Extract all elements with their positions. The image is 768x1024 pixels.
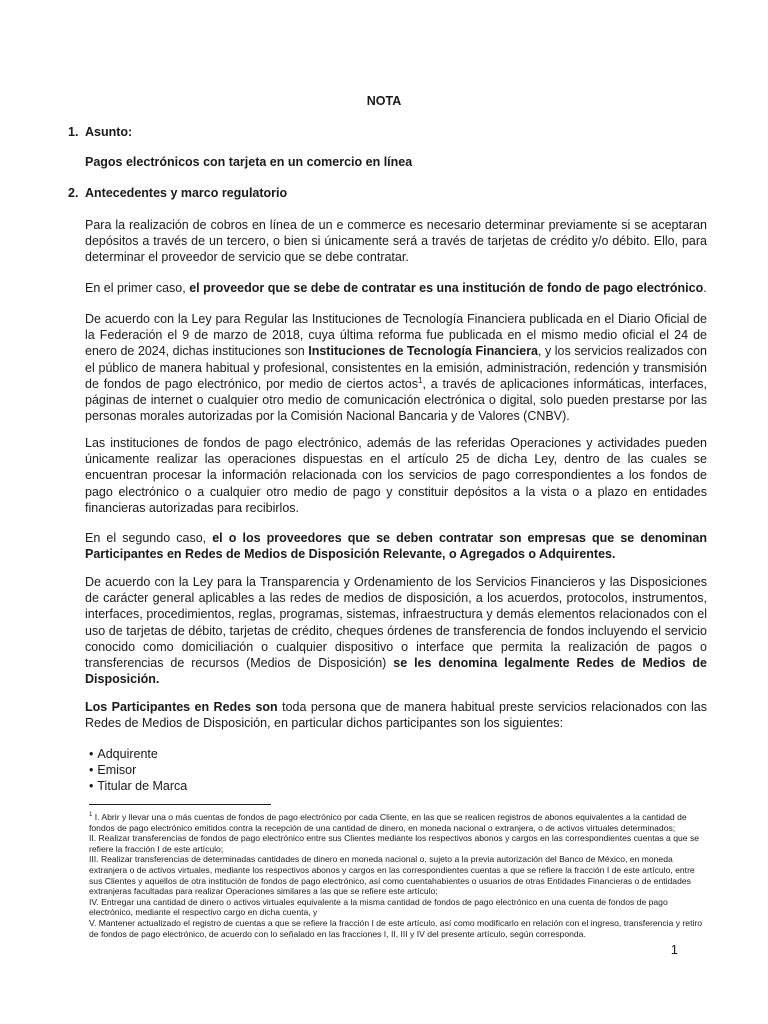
section-heading-text: Antecedentes y marco regulatorio — [85, 186, 288, 200]
paragraph-participants — [85, 699, 707, 731]
section-number: 2. — [68, 186, 79, 200]
section-number: 1. — [68, 125, 79, 139]
footnote-line — [89, 812, 709, 833]
footnote-line: II. Realizar transferencias de fondos de pago electrónico entre sus Clientes mediante los respectivos abonos y cargos en las correspondientes cuentas a que se refiere la fracción I de este artículo; — [89, 833, 700, 854]
text-run: , y los servicios realizados con el público de manera habitual y profesional, consistentes en la emisión, administración, redención y transmisión de fondos de pago electrónico, por medio de ciertos actos — [85, 344, 707, 391]
text-run: . — [703, 281, 707, 295]
list-item: • Titular de Marca — [89, 778, 187, 794]
footnote-divider — [89, 804, 271, 805]
paragraph-operations: Las instituciones de fondos de pago electrónico, además de las referidas Operaciones y actividades pueden únicamente realizar las operaciones dispuestas en el artículo 25 de dicha Ley, dentro de las cuales se encuentran procesar la información relacionada con los servicios de pago correspondientes a los fondos de pago electrónico o a cualquier otro medio de pago y constituir depósitos a la vista o a plazo en entidades financieras autorizadas para recibirlos. — [85, 436, 707, 515]
section-heading-1 — [68, 125, 132, 139]
section-heading-text: Asunto: — [85, 125, 133, 139]
list-item: • Emisor — [89, 762, 187, 778]
text-run: toda persona que de manera habitual preste servicios relacionados con las Redes de Medios de Disposición, en particular dichos participantes son los siguientes: — [85, 700, 707, 731]
subject-line: Pagos electrónicos con tarjeta en un comercio en línea — [85, 155, 413, 169]
text-run: , a través de aplicaciones informáticas, interfaces, páginas de internet o cualquier otro medio de comunicación electrónica o digital, solo pueden prestarse por las personas morales autorizadas por la Comisión Nacional Bancaria y de Valores (CNBV). — [85, 376, 707, 424]
paragraph-transparency-law — [85, 574, 707, 687]
footnote-line: IV. Entregar una cantidad de dinero o activos virtuales equivalente a la misma cantidad de fondos de pago electrónico en una cuenta de fondos de pago electrónico, mediante el respectivo cargo en dicha cuenta, y — [89, 896, 668, 918]
footnote-line: III. Realizar transferencias de determinadas cantidades de dinero en moneda nacional o, sujeto a la previa autorización del Banco de México, en moneda extranjera o de activos virtuales, mediante los respectivos abonos y cargos en las correspondientes cuentas a que se refiere la fracción I de este artículo, entre sus Clientes y aquellos de otra institución de fondos de pago electrónico, así como cuentahabientes o usuarios de otras Entidades Financieras o de entidades extranjeras facultadas para realizar Operaciones similares a las que se refiere este artículo; — [89, 854, 695, 897]
text-run: En el segundo caso, — [85, 531, 213, 545]
page-title: NOTA — [366, 94, 402, 108]
text-run: En el primer caso, — [85, 281, 190, 295]
page-number: 1 — [670, 942, 678, 957]
emphasis-text: Los Participantes en Redes son — [85, 700, 278, 714]
list-item: • Adquirente — [89, 746, 187, 762]
paragraph-fintech-law — [85, 311, 707, 424]
footnote — [89, 812, 709, 939]
section-heading-2 — [68, 186, 287, 200]
paragraph-first-case — [85, 280, 707, 296]
paragraph-second-case — [85, 530, 707, 562]
emphasis-text: el proveedor que se debe de contratar es una institución de fondo de pago electrónico — [189, 281, 704, 295]
emphasis-text: el o los proveedores que se deben contratar son empresas que se denominan Participantes en Redes de Medios de Disposición Relevante, o Agregados o Adquirentes. — [85, 531, 708, 562]
emphasis-text: Instituciones de Tecnología Financiera — [308, 344, 539, 359]
footnote-reference: 1 — [418, 375, 423, 385]
emphasis-text: se les denomina legalmente Redes de Medios de Disposición. — [85, 656, 707, 687]
participants-list — [89, 746, 187, 794]
text-run: De acuerdo con la Ley para Regular las Instituciones de Tecnología Financiera publicada en el Diario Oficial de la Federación el 9 de marzo de 2018, cuya última reforma fue publicada en el mismo medio oficial el 24 de enero de 2024, dichas instituciones son — [85, 312, 707, 359]
footnote-line: V. Mantener actualizado el registro de cuentas a que se refiere la fracción I de este artículo, así como modificarlo en relación con el ingreso, transferencia y retiro de fondos de pago electrónico, de acuerdo con lo señalado en las fracciones I, II, III y IV del presente artículo, según corresponda. — [89, 917, 703, 939]
paragraph-intro: Para la realización de cobros en línea de un e commerce es necesario determinar previamente si se aceptaran depósitos a través de un tercero, o bien si únicamente será a través de tarjetas de crédito y/o débito. Ello, para determinar el proveedor de servicio que se debe contratar. — [85, 218, 707, 265]
text-run: De acuerdo con la Ley para la Transparencia y Ordenamiento de los Servicios Financieros y las Disposiciones de carácter general aplicables a las redes de medios de disposición, a los acuerdos, protocolos, instrumentos, interfaces, procedimientos, reglas, programas, sistemas, infraestructura y demás elementos relacionados con el uso de tarjetas de débito, tarjetas de crédito, cheques órdenes de transferencia de fondos incluyendo el servicio conocido como domiciliación o cualquier dispositivo o interface que permita la realización de pagos o transferencias de recursos (Medios de Disposición) — [85, 575, 707, 671]
footnote-text: I. Abrir y llevar una o más cuentas de fondos de pago electrónico por cada Cliente, en las que se realicen registros de abonos equivalentes a la cantidad de fondos de pago electrónico emitidos contra la recepción de una cantidad de dinero, en moneda nacional o extranjera, o de activos virtuales determinados; — [89, 812, 687, 833]
footnote-marker: 1 — [89, 812, 93, 819]
